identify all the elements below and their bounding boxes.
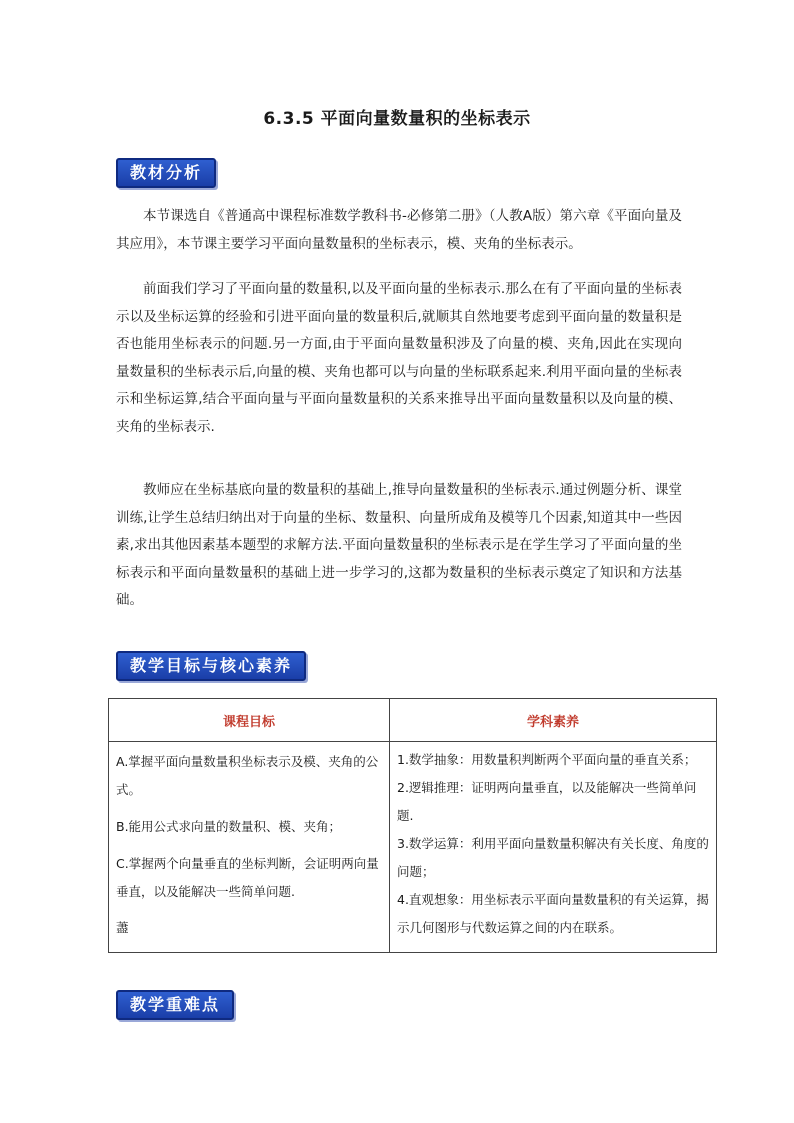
literacy-item-1: 1.数学抽象：用数量积判断两个平面向量的垂直关系； bbox=[397, 752, 697, 767]
literacy-item-2: 2.逻辑推理：证明两向量垂直，以及能解决一些简单问题. bbox=[397, 780, 697, 823]
page-title: 6.3.5 平面向量数量积的坐标表示 bbox=[263, 109, 531, 129]
table-row bbox=[109, 742, 717, 953]
paragraph-teaching: 教师应在坐标基底向量的数量积的基础上,推导向量数量积的坐标表示.通过例题分析、课堂训练,让学生总结归纳出对于向量的坐标、数量积、向量所成角及模等几个因素,知道其中一些因素,求出其他因素基本题型的求解方法.平面向量数量积的坐标表示是在学生学习了平面向量的坐标表示和平面向量数量积的基础上进一步学习的,这都为数量积的坐标表示奠定了知识和方法基础。 bbox=[116, 482, 682, 608]
goals-table bbox=[108, 698, 717, 953]
literacy-cell bbox=[390, 742, 717, 953]
paragraph-background: 前面我们学习了平面向量的数量积,以及平面向量的坐标表示.那么在有了平面向量的坐标表示以及坐标运算的经验和引进平面向量的数量积后,就顺其自然地要考虑到平面向量的数量积是否也能用坐标表示的问题.另一方面,由于平面向量数量积涉及了向量的模、夹角,因此在实现向量数量积的坐标表示后,向量的模、夹角也都可以与向量的坐标联系起来.利用平面向量的坐标表示和坐标运算,结合平面向量与平面向量数量积的关系来推导出平面向量数量积以及向量的模、夹角的坐标表示. bbox=[116, 281, 682, 435]
table-header-row bbox=[109, 699, 717, 742]
section-heading-analysis: 教材分析 bbox=[116, 158, 216, 188]
goal-item-a: A.掌握平面向量数量积坐标表示及模、夹角的公式。 bbox=[116, 754, 379, 797]
goal-item-stray-char: 藎 bbox=[116, 920, 129, 935]
header-course-goals: 课程目标 bbox=[109, 699, 390, 742]
header-literacy: 学科素养 bbox=[390, 699, 717, 742]
course-goals-cell bbox=[109, 742, 390, 953]
section-heading-difficulties: 教学重难点 bbox=[116, 990, 234, 1020]
literacy-item-3: 3.数学运算：利用平面向量数量积解决有关长度、角度的问题； bbox=[397, 836, 709, 879]
goal-item-b: B.能用公式求向量的数量积、模、夹角； bbox=[116, 819, 342, 834]
goal-item-c: C.掌握两个向量垂直的坐标判断，会证明两向量垂直，以及能解决一些简单问题. bbox=[116, 856, 379, 899]
paragraph-intro: 本节课选自《普通高中课程标准数学教科书-必修第二册》（人教A版）第六章《平面向量及其应用》，本节课主要学习平面向量数量积的坐标表示，模、夹角的坐标表示。 bbox=[116, 208, 682, 252]
section-heading-goals: 教学目标与核心素养 bbox=[116, 651, 306, 681]
literacy-item-4: 4.直观想象：用坐标表示平面向量数量积的有关运算，揭示几何图形与代数运算之间的内在联系。 bbox=[397, 892, 709, 935]
